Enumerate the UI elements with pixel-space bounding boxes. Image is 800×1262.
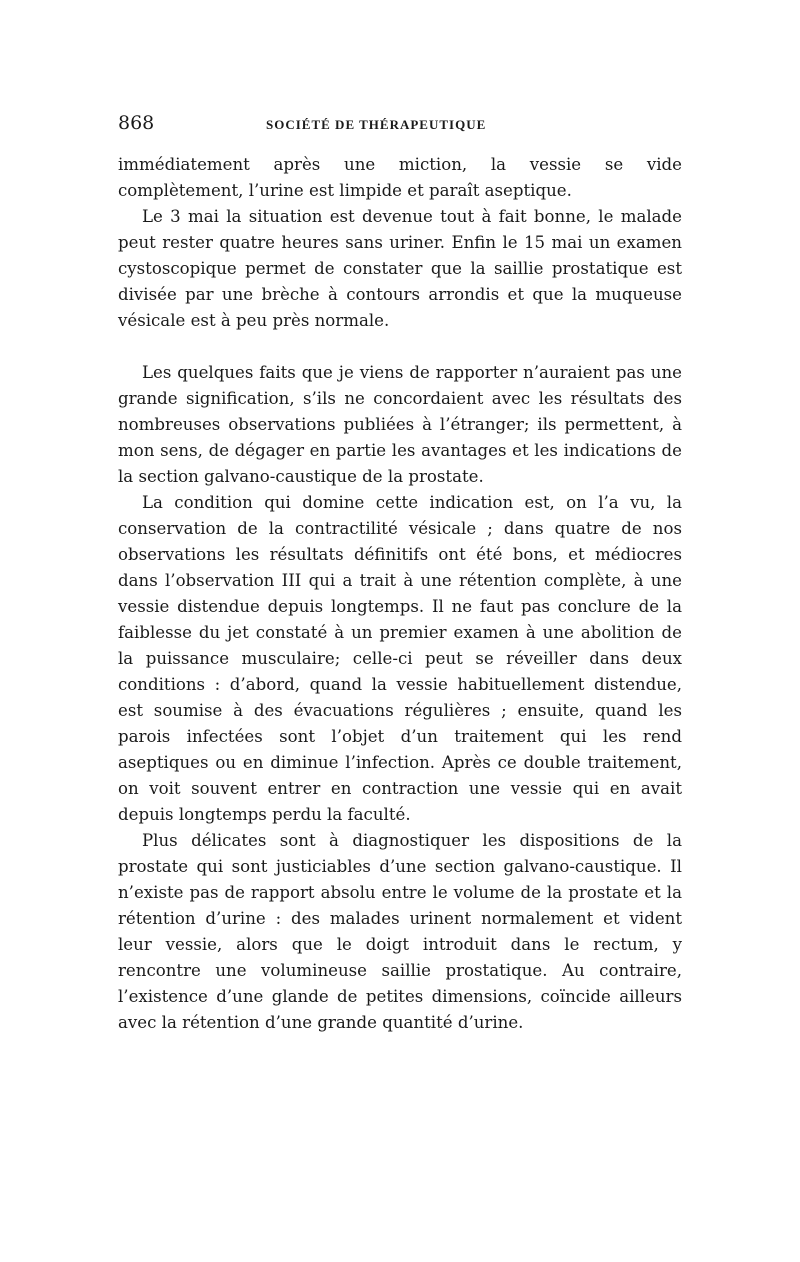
- book-page: [118, 112, 682, 1036]
- paragraph-continuation: immédiatement après une miction, la vessie se vide complètement, l’urine est limpide et paraît aseptique.: [118, 155, 682, 200]
- paragraph-may-situation: Le 3 mai la situation est devenue tout à fait bonne, le malade peut rester quatre heures sans uriner. Enfin le 15 mai un examen cystoscopique permet de constater que la saillie prostatique est divisée par une brèche à contours arrondis et que la muqueuse vésicale est à peu près normale.: [118, 207, 682, 330]
- paragraph-dispositions: Plus délicates sont à diagnostiquer les dispositions de la prostate qui sont justiciables d’une section galvano-caustique. Il n’existe pas de rapport absolu entre le volume de la prostate et la rétention d’urine : des malades urinent normalement et vident leur vessie, alors que le doigt introduit dans le rectum, y rencontre une volumineuse saillie prostatique. Au contraire, l’existence d’une glande de petites dimensions, coïncide ailleurs avec la rétention d’une grande quantité d’urine.: [118, 831, 682, 1032]
- page-header: [118, 112, 682, 142]
- running-title: SOCIÉTÉ DE THÉRAPEUTIQUE: [266, 117, 487, 132]
- paragraph-condition: La condition qui domine cette indication est, on l’a vu, la conservation de la contractilité vésicale ; dans quatre de nos observations les résultats définitifs ont été bons, et médiocres dans l’observation III qui a trait à une rétention complète, à une vessie distendue depuis longtemps. Il ne faut pas conclure de la faiblesse du jet constaté à un premier examen à une abolition de la puissance musculaire; celle-ci peut se réveiller dans deux conditions : d’abord, quand la vessie habituellement distendue, est soumise à des évacuations régulières ; ensuite, quand les parois infectées sont l’objet d’un traitement qui les rend aseptiques ou en diminue l’infection. Après ce double traitement, on voit souvent entrer en contraction une vessie qui en avait depuis longtemps perdu la faculté.: [118, 493, 682, 824]
- page-number: 868: [118, 112, 155, 134]
- section-break: [118, 334, 682, 360]
- paragraph-facts: Les quelques faits que je viens de rapporter n’auraient pas une grande signification, s’ils ne concordaient avec les résultats des nombreuses observations publiées à l’étranger; ils permettent, à mon sens, de dégager en partie les avantages et les indications de la section galvano-caustique de la prostate.: [118, 363, 682, 486]
